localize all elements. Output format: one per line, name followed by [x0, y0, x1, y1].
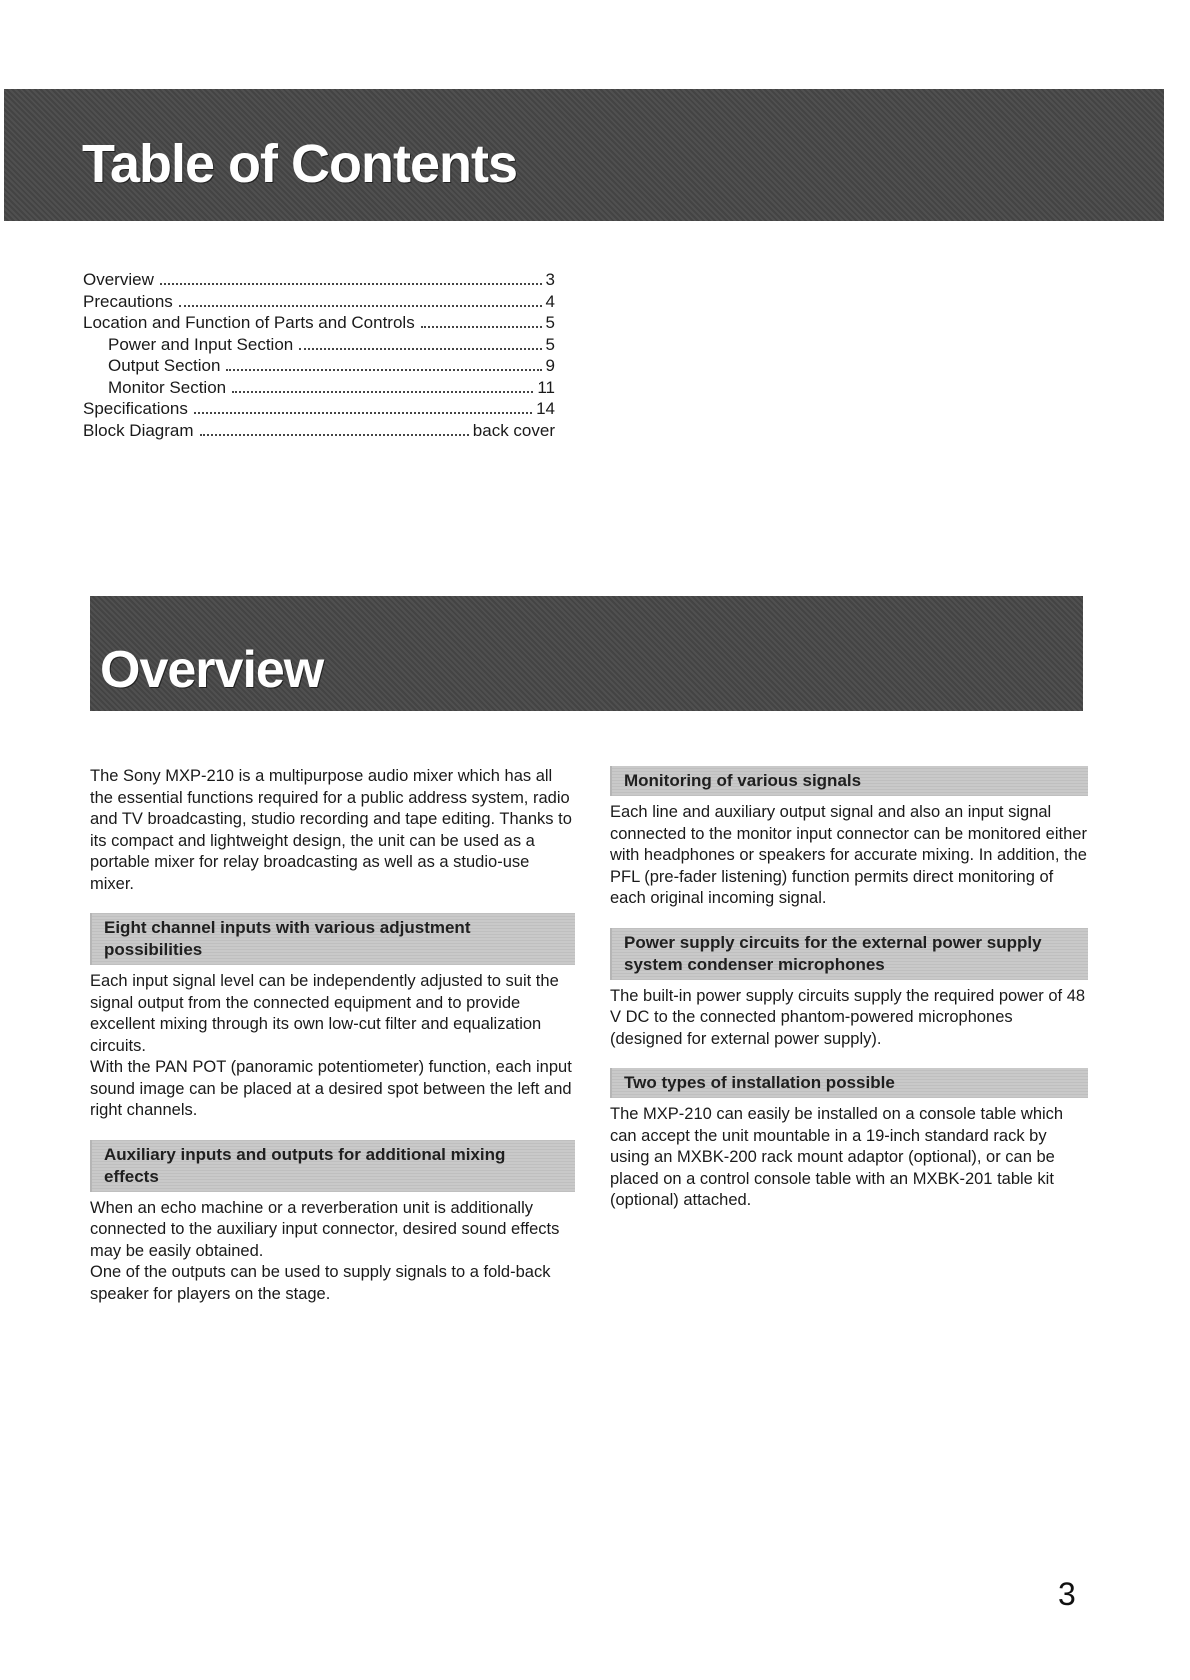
- section-heading: Auxiliary inputs and outputs for additional mixing effects: [90, 1140, 575, 1192]
- toc-entry[interactable]: [83, 270, 555, 292]
- section-paragraph: With the PAN POT (panoramic potentiometer) function, each input sound image can be placed at a desired spot between the left and right channels.: [90, 1058, 572, 1119]
- toc-leader: [299, 348, 541, 350]
- section-paragraph: Each line and auxiliary output signal and also an input signal connected to the monitor input connector can be monitored either with headphones or speakers for accurate mixing. In addition, the PFL (pre-fader listening) function permits direct monitoring of each original incoming signal.: [610, 803, 1087, 907]
- toc-entry[interactable]: [83, 421, 555, 443]
- toc-entry-label: Output Section: [108, 356, 221, 375]
- toc-leader: [200, 434, 469, 436]
- toc-leader: [179, 305, 542, 307]
- toc-entry[interactable]: [83, 313, 555, 335]
- overview-right-column: [610, 766, 1088, 1212]
- section-heading: Eight channel inputs with various adjustment possibilities: [90, 913, 575, 965]
- overview-title: Overview: [100, 641, 324, 699]
- page-number: 3: [1058, 1576, 1076, 1612]
- toc-entry-label: Overview: [83, 270, 154, 289]
- toc-entry[interactable]: [83, 292, 555, 314]
- toc-leader: [160, 283, 542, 285]
- toc-banner: [4, 89, 1164, 221]
- toc-entry-page: 5: [545, 313, 555, 332]
- toc-entry-label: Power and Input Section: [108, 334, 294, 354]
- toc-entry-page: 11: [537, 377, 555, 397]
- toc-subentry[interactable]: [83, 335, 555, 357]
- toc-entry-page: 9: [545, 356, 555, 375]
- toc-entry-page: 3: [545, 270, 555, 289]
- section-paragraph: The built-in power supply circuits supply the required power of 48 V DC to the connected phantom-powered microphones (designed for external power supply).: [610, 986, 1086, 1048]
- toc-entry-page: 5: [545, 334, 555, 354]
- toc-leader: [194, 412, 532, 414]
- toc-entry-label: Monitor Section: [108, 377, 227, 397]
- toc-entry-label: Precautions: [83, 291, 173, 311]
- section-paragraph: Each input signal level can be independently adjusted to suit the signal output from the connected equipment and to provide excellent mixing through its own low-cut filter and equalization circuits.: [90, 972, 559, 1055]
- toc-entry-page: back cover: [472, 420, 555, 440]
- overview-banner: [90, 596, 1083, 711]
- toc-entry-label: Location and Function of Parts and Controls: [83, 313, 415, 332]
- toc-subentry[interactable]: [83, 378, 555, 400]
- toc-entry-label: Block Diagram: [83, 420, 194, 440]
- toc-leader: [232, 391, 533, 393]
- toc-list: [83, 270, 555, 442]
- toc-entry[interactable]: [83, 399, 555, 421]
- section-paragraph: One of the outputs can be used to supply signals to a fold-back speaker for players on the stage.: [90, 1263, 551, 1303]
- overview-left-column: [90, 766, 575, 1305]
- toc-title: Table of Contents: [82, 134, 517, 194]
- toc-entry-label: Specifications: [83, 399, 188, 418]
- toc-leader: [421, 326, 542, 328]
- section-heading: Monitoring of various signals: [610, 766, 1088, 796]
- section-heading: Power supply circuits for the external power supply system condenser microphones: [610, 928, 1088, 980]
- toc-entry-page: 14: [536, 399, 555, 418]
- toc-leader: [226, 369, 541, 371]
- section-paragraph: When an echo machine or a reverberation unit is additionally connected to the auxiliary input connector, desired sound effects may be easily obtained.: [90, 1198, 560, 1260]
- toc-entry-page: 4: [545, 291, 555, 311]
- toc-subentry[interactable]: [83, 356, 555, 378]
- section-paragraph: The MXP-210 can easily be installed on a console table which can accept the unit mountable in a 19-inch standard rack by using an MXBK-200 rack mount adaptor (optional), or can be placed on a control console table with an MXBK-201 table kit (optional) attached.: [610, 1105, 1064, 1209]
- section-heading: Two types of installation possible: [610, 1068, 1088, 1098]
- overview-intro: The Sony MXP-210 is a multipurpose audio mixer which has all the essential functions required for a public address system, radio and TV broadcasting, studio recording and tape editing. Thanks to its compact and lightweight design, the unit can be used as a portable mixer for relay broadcasting as well as a studio-use mixer.: [90, 767, 572, 893]
